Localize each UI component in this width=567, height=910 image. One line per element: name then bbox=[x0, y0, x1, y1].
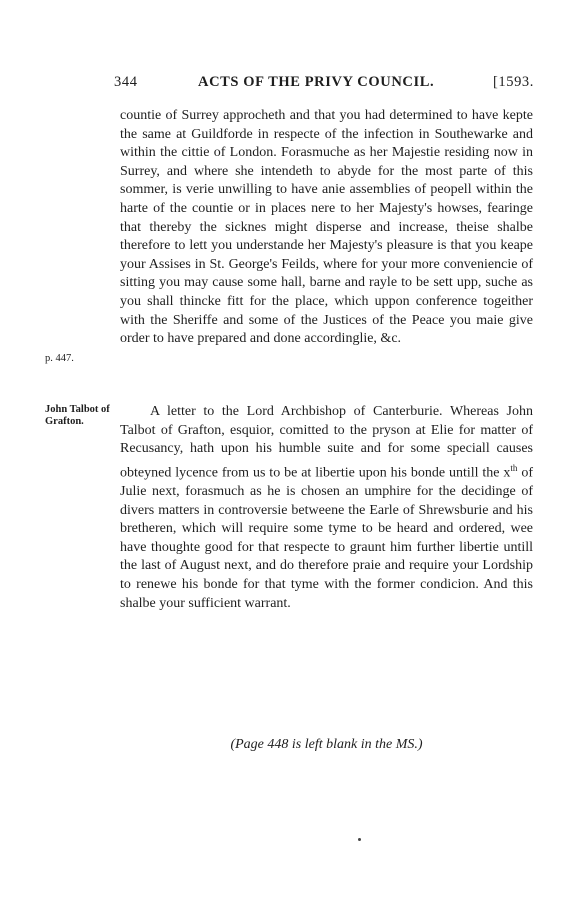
paragraph-surrey-assises: countie of Surrey approcheth and that you had determined to have kepte the same at Guildforde in respecte of the infection in Southewarke and within the cittie of London. Forasmuche as her Majestie residing now in Surrey, and where she intendeth to abyde for the most parte of this sommer, is verie unwilling to have anie assemblies of peopell within the harte of the countie or in places nere to her Majesty's howses, fearinge that thereby the sicknes might disperse and increase, theise shalbe therefore to lett you understande her Majesty's pleasure is that you keape your Assises in St. George's Feilds, where for your more conveniencie of sitting you may cause some hall, barne and rayle to be sett upp, suche as you shall thincke fitt for the place, which uppon conference togeither with the Sheriffe and some of the Justices of the Peace you maie give order to have prepared and done accordinglie, &c. bbox=[120, 108, 533, 347]
paragraph-text-start: A letter to the Lord Archbishop of Canterburie. Whereas John Talbot of Grafton, esquior, comitted to the pryson at Elie for matter of Recusancy, hath upon his humble suite and for some speciall causes obteyned lycence from us to be at libertie upon his bonde untill the x bbox=[120, 404, 533, 481]
paragraph-text-end: of Julie next, forasmuch as he is chosen an umphire for the decidinge of divers matters in controversie betweene the Earle of Shrewsburie and his bretheren, which will require some tyme to be heard and ordered, wee have thoughte good for that respecte to graunt him further libertie untill the last of August next, and do therefore praie and require your Lordship to renewe his bonde for that tyme with the former condicion. And this shalbe your sufficient warrant. bbox=[120, 465, 533, 611]
blank-page-note: (Page 448 is left blank in the MS.) bbox=[230, 737, 423, 752]
paragraph-letter-archbishop bbox=[120, 403, 533, 613]
page-number: 344 bbox=[114, 74, 138, 90]
margin-page-reference: p. 447. bbox=[45, 353, 74, 364]
header-year: [1593. bbox=[492, 74, 534, 90]
running-header bbox=[114, 74, 534, 96]
margin-note-john-talbot: John Talbot of Grafton. bbox=[45, 404, 110, 427]
running-title: ACTS OF THE PRIVY COUNCIL. bbox=[198, 74, 435, 90]
superscript-th: th bbox=[510, 462, 518, 473]
ink-dot bbox=[358, 838, 361, 841]
